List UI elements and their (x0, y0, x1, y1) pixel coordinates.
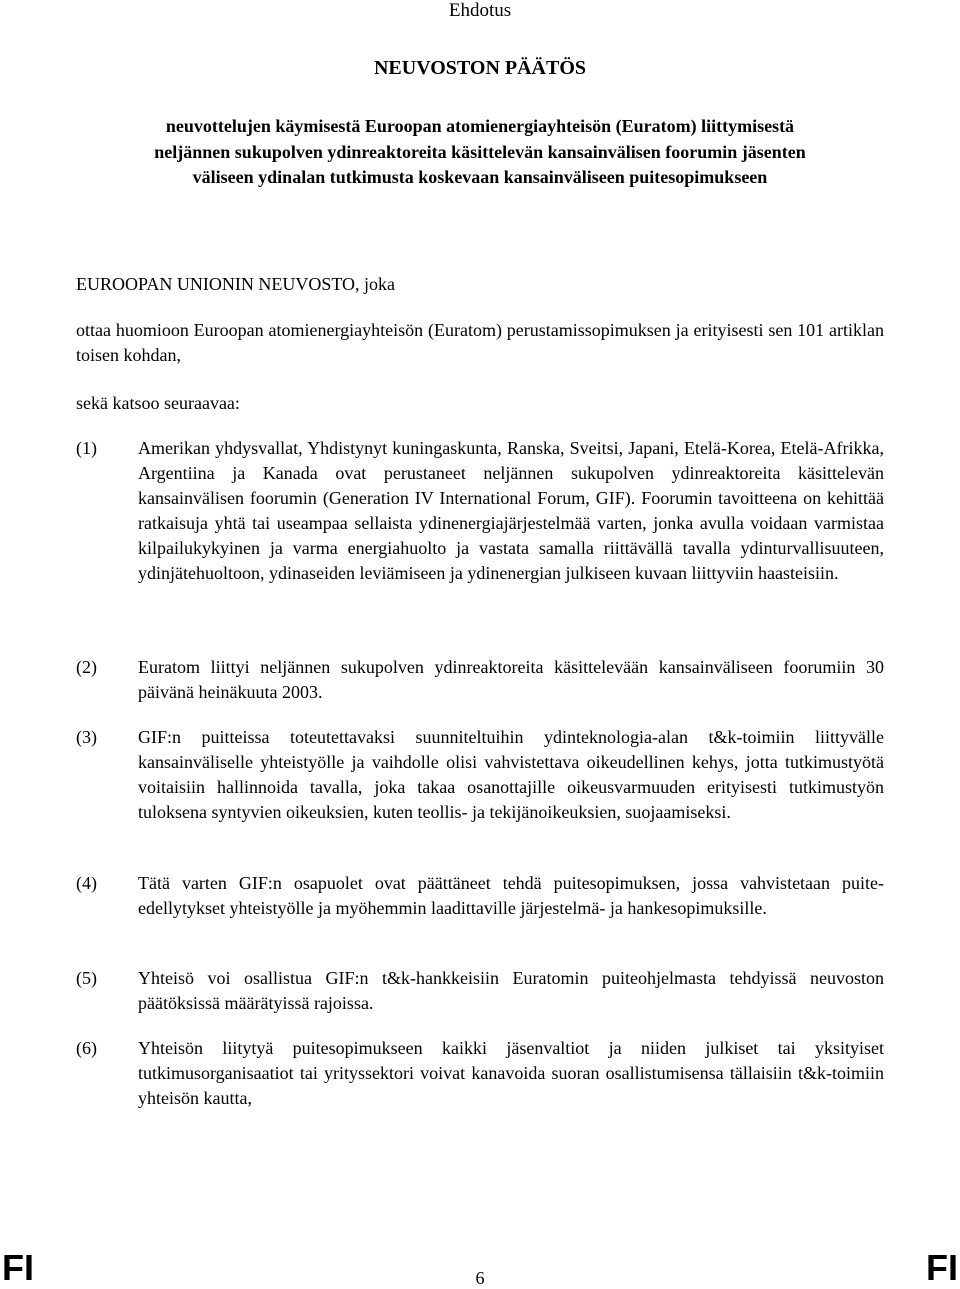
subtitle-line: neuvottelujen käymisestä Euroopan atomienergiayhteisön (Euratom) liittymisestä (165, 116, 795, 136)
recital-item (76, 871, 884, 921)
page-number: 6 (475, 1268, 485, 1288)
recital-text: GIF:n puitteissa toteutettavaksi suunniteltuihin ydinteknologia-alan t&k-toimiin liittyvälle kansainväliselle yhteistyölle ja vaihdolle olisi vahvistettava oikeudellinen kehys, jotta tutkimustyötä voitaisiin hallinnoida tavalla, joka takaa osanottajille oikeusvarmuuden erityisesti tutkimustyön tuloksena syntyvien oikeuksien, kuten teollis- ja tekijänoikeuksien, suojaamiseksi. (138, 727, 884, 822)
document-title: NEUVOSTON PÄÄTÖS (373, 57, 587, 79)
recital-item (76, 725, 884, 825)
whereas-clause: sekä katsoo seuraavaa: (76, 393, 240, 413)
recital-number: (5) (76, 968, 97, 988)
council-heading: EUROOPAN UNIONIN NEUVOSTO, joka (76, 274, 395, 294)
recital-number: (2) (76, 657, 97, 677)
footer-language-code-left: FI (2, 1247, 34, 1288)
footer-language-code-right: FI (926, 1247, 958, 1288)
recital-number: (3) (76, 727, 97, 747)
recital-text: Amerikan yhdysvallat, Yhdistynyt kuningaskunta, Ranska, Sveitsi, Japani, Etelä-Korea, Etelä-Afrikka, Argentiina ja Kanada ovat perustaneet neljännen sukupolven ydinreaktoreita käsittelevän kansainvälisen foorumin (Generation IV International Forum, GIF). Foorumin tavoitteena on kehittää ratkaisuja yhtä tai useampaa sellaista ydinenergiajärjestelmää varten, jonka avulla voidaan varmistaa kilpailukykyinen ja varma energiahuolto ja vastata samalla riittävällä tavalla ydinturvallisuuteen, ydinjätehuoltoon, ydinaseiden leviämiseen ja ydinenergian julkiseen kuvaan liittyviin haasteisiin. (138, 438, 884, 583)
recital-text: Yhteisö voi osallistua GIF:n t&k-hankkeisiin Euratomin puiteohjelmasta tehdyissä neuvoston päätöksissä määrätyissä rajoissa. (138, 968, 884, 1013)
document-subtitle (0, 114, 960, 191)
subtitle-line: väliseen ydinalan tutkimusta koskevaan kansainväliseen puitesopimukseen (192, 167, 768, 187)
recital-item (76, 436, 884, 586)
recital-text: Tätä varten GIF:n osapuolet ovat päättäneet tehdä puitesopimuksen, jossa vahvistetaan puite-edellytykset yhteistyölle ja myöhemmin laadittaville järjestelmä- ja hankesopimuksille. (138, 873, 884, 918)
considering-clause: ottaa huomioon Euroopan atomienergiayhteisön (Euratom) perustamissopimuksen ja erityisesti sen 101 artiklan toisen kohdan, (76, 320, 884, 365)
recital-item (76, 966, 884, 1016)
recital-number: (4) (76, 873, 97, 893)
recital-text: Euratom liittyi neljännen sukupolven ydinreaktoreita käsittelevään kansainväliseen foorumiin 30 päivänä heinäkuuta 2003. (138, 657, 884, 702)
document-status-label: Ehdotus (448, 0, 512, 21)
subtitle-line: neljännen sukupolven ydinreaktoreita käsittelevän kansainvälisen foorumin jäsenten (154, 141, 806, 162)
recital-item (76, 1036, 884, 1111)
recital-text: Yhteisön liitytyä puitesopimukseen kaikki jäsenvaltiot ja niiden julkiset tai yksityiset tutkimusorganisaatiot tai yrityssektori voivat kanavoida suoran osallistumisensa tällaisiin t&k-toimiin yhteisön kautta, (138, 1038, 884, 1108)
recital-number: (6) (76, 1038, 97, 1058)
recital-number: (1) (76, 438, 97, 458)
recital-item (76, 655, 884, 705)
